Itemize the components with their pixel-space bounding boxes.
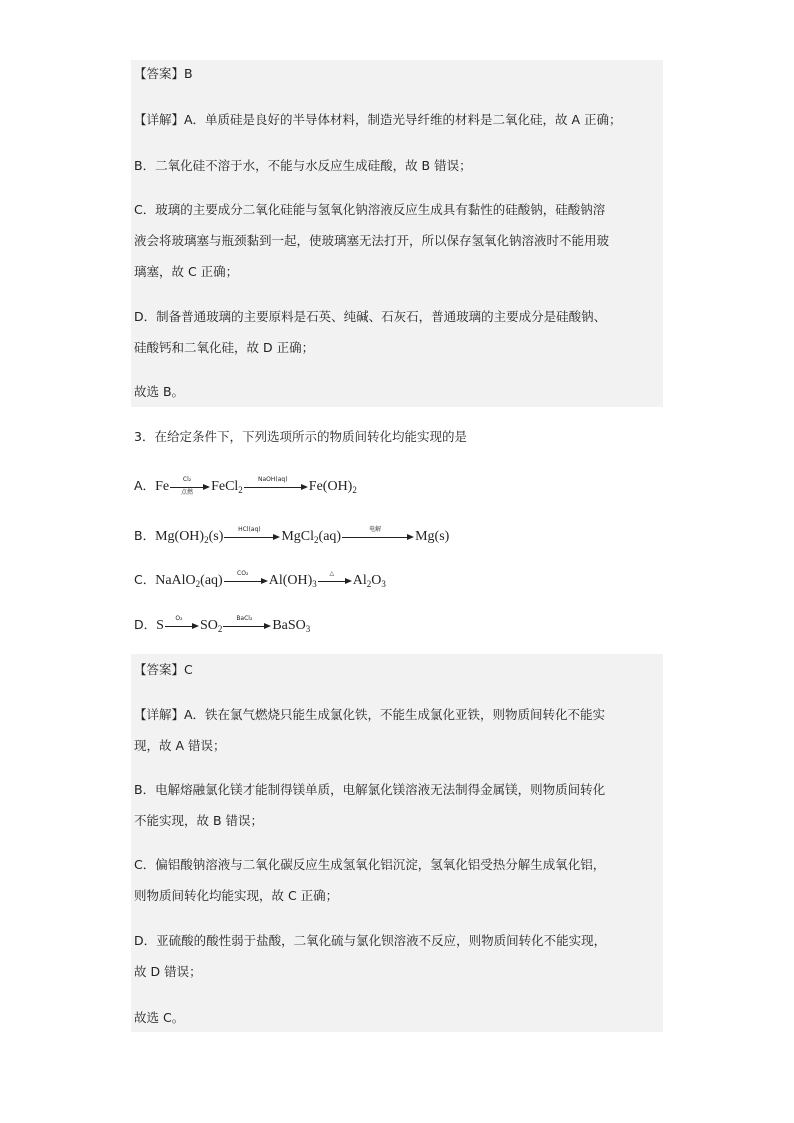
answer-label: 【答案】B [134,66,193,81]
detail-b-line-2: 不能实现，故 B 错误； [134,813,264,828]
reaction-arrow: HCl(aq) [224,530,280,544]
detail-a-line-1: 【详解】A．铁在氯气燃烧只能生成氯化铁，不能生成氯化亚铁，则物质间转化不能实 [134,707,606,722]
option-a: A．Fe Cl₂ 点燃 FeCl$_2$ NaOH(aq) $Fe(OH)_2$ [134,475,357,496]
option-d: D．S O₂ $SO_2$ BaCl₂ BaSO$_3$ [134,614,311,634]
option-c: C．NaAlO$_2$(aq) CO₂ $Al(OH)_3$ △ $Al_2O_3$ [134,569,386,589]
question-stem: 3．在给定条件下，下列选项所示的物质间转化均能实现的是 [134,429,467,444]
detail-d-line-2: 故 D 错误； [134,964,202,979]
conclusion: 故选 B。 [134,384,185,399]
answer-label: 【答案】C [134,662,193,677]
option-label: A． [134,478,156,493]
option-b: B．$Mg(OH)_2(s)$ HCl(aq) MgCl$_2$(aq) 电解 Mg(s) [134,525,450,545]
reaction-arrow: NaOH(aq) [244,480,308,494]
reaction-arrow: BaCl₂ [223,619,271,633]
option-label: D． [134,617,157,632]
reaction-arrow: 电解 [342,530,414,544]
detail-b-line-1: B．电解熔融氯化镁才能制得镁单质，电解氯化镁溶液无法制得金属镁，则物质间转化 [134,782,606,797]
detail-c-line-2: 则物质间转化均能实现，故 C 正确； [134,888,339,903]
detail-c-line-1: C．偏铝酸钠溶液与二氧化碳反应生成氢氧化铝沉淀，氢氧化铝受热分解生成氧化铝， [134,857,606,872]
detail-a-line-2: 现，故 A 错误； [134,738,226,753]
option-label: C． [134,572,156,587]
reaction-arrow: △ [318,574,352,588]
detail-b: B．二氧化硅不溶于水，不能与水反应生成硅酸，故 B 错误； [134,158,472,173]
detail-d-line-1: D．亚硫酸的酸性弱于盐酸，二氧化硫与氯化钡溶液不反应，则物质间转化不能实现， [134,933,607,948]
detail-c-line-3: 璃塞，故 C 正确； [134,264,239,279]
detail-d-line-2: 硅酸钙和二氧化硅，故 D 正确； [134,340,315,355]
detail-d-line-1: D．制备普通玻璃的主要原料是石英、纯碱、石灰石，普通玻璃的主要成分是硅酸钠、 [134,309,607,324]
reaction-arrow: O₂ [165,619,199,633]
conclusion: 故选 C。 [134,1010,185,1025]
option-label: B． [134,528,156,543]
reaction-arrow: Cl₂ 点燃 [170,480,210,494]
reaction-arrow: CO₂ [224,574,268,588]
detail-c-line-2: 液会将玻璃塞与瓶颈黏到一起，使玻璃塞无法打开，所以保存氢氧化钠溶液时不能用玻 [134,233,610,248]
detail-a: 【详解】A．单质硅是良好的半导体材料，制造光导纤维的材料是二氧化硅，故 A 正确； [134,112,622,127]
detail-c-line-1: C．玻璃的主要成分二氧化硅能与氢氧化钠溶液反应生成具有黏性的硅酸钠，硅酸钠溶 [134,202,606,217]
